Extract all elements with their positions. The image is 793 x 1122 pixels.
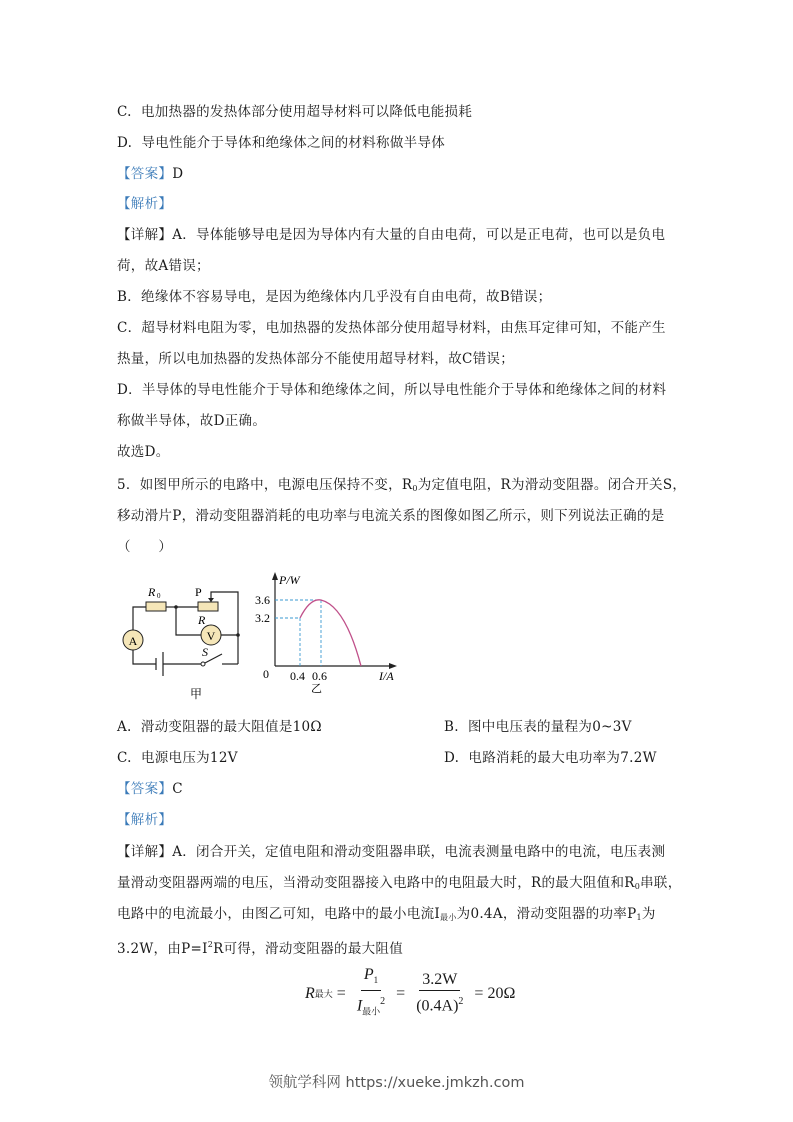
analysis-label: 【解析】 xyxy=(117,196,173,212)
option-letter: B. xyxy=(444,719,459,735)
option-text: 电加热器的发热体部分使用超导材料可以降低电能损耗 xyxy=(140,104,473,120)
answer-line xyxy=(117,780,183,798)
denominator-sup: 2 xyxy=(458,996,464,1008)
detail-text: 为0.4A，滑动变阻器的功率P xyxy=(456,906,637,922)
detail-line-6 xyxy=(117,381,666,399)
dashed-guides xyxy=(275,600,321,666)
q5-detail-line-4 xyxy=(117,936,403,958)
detail-line-8 xyxy=(117,443,170,461)
answer-tag: 【答案】 xyxy=(117,166,173,182)
detail-text: 荷，故A错误； xyxy=(117,258,210,274)
question-5-bracket xyxy=(117,538,172,556)
detail-line-5 xyxy=(117,350,514,368)
answer-value: D xyxy=(172,166,184,182)
figure-caption-yi: 乙 xyxy=(311,682,322,695)
r-label: R xyxy=(198,613,206,627)
question-text: 移动滑片P，滑动变阻器消耗的电功率与电流关系的图像如图乙所示，则下列说法正确的是 xyxy=(117,508,665,524)
switch-label: S xyxy=(202,645,208,659)
fraction-numeric xyxy=(413,970,466,1017)
detail-line-7 xyxy=(117,412,266,430)
denominator-value: (0.4A) xyxy=(416,997,459,1015)
formula-result: = 20Ω xyxy=(474,984,516,1002)
detail-text: 串联， xyxy=(640,875,682,891)
detail-text: B．绝缘体不容易导电，是因为绝缘体内几乎没有自由电荷，故B错误； xyxy=(117,289,552,305)
equals-sign: = xyxy=(396,984,406,1002)
option-letter: C. xyxy=(117,750,132,766)
max-resistance-formula xyxy=(305,965,515,1023)
option-d xyxy=(444,749,657,767)
y-tick-3.2: 3.2 xyxy=(255,611,270,625)
numerator-value: 3.2W xyxy=(419,970,460,991)
formula-lhs: R xyxy=(305,984,315,1002)
equals-sign: = xyxy=(336,984,346,1002)
detail-text: 为 xyxy=(641,906,656,922)
origin-label: 0 xyxy=(263,667,269,681)
detail-text: C．超导材料电阻为零，电加热器的发热体部分使用超导材料，由焦耳定律可知，不能产生 xyxy=(117,320,666,336)
option-text: 电源电压为12V xyxy=(140,750,238,766)
denominator-i: I xyxy=(356,997,363,1015)
question-text: 5．如图甲所示的电路中，电源电压保持不变，R xyxy=(117,477,413,493)
answer-tag: 【答案】 xyxy=(117,781,173,797)
ammeter-label: A xyxy=(128,634,138,648)
detail-text: 量滑动变阻器两端的电压，当滑动变阻器接入电路中的电阻最大时，R的最大阻值和R xyxy=(117,875,635,891)
detail-line-3 xyxy=(117,288,551,306)
detail-text: 称做半导体，故D正确。 xyxy=(117,413,267,429)
y-axis-label: P/W xyxy=(279,573,300,587)
q5-detail-line-1 xyxy=(117,843,665,861)
analysis-tag xyxy=(117,811,172,829)
detail-text: 故选D。 xyxy=(117,444,170,460)
numerator-sub: 1 xyxy=(373,975,379,986)
r0-label: R xyxy=(148,585,156,599)
option-letter: D. xyxy=(117,135,133,151)
formula-lhs-sub: 最大 xyxy=(314,989,333,1000)
detail-line-1 xyxy=(117,226,665,244)
option-a xyxy=(117,718,322,736)
detail-text: 热量，所以电加热器的发热体部分不能使用超导材料，故C错误； xyxy=(117,351,515,367)
x-axis-label: I/A xyxy=(379,669,394,683)
question-5-line-2 xyxy=(117,507,665,525)
q5-detail-line-3 xyxy=(117,905,656,927)
question-text: 为定值电阻，R为滑动变阻器。闭合开关S， xyxy=(417,477,687,493)
option-letter: A. xyxy=(117,719,132,735)
option-c xyxy=(117,749,238,767)
r0-subscript: 0 xyxy=(157,592,161,600)
figure-caption-jia: 甲 xyxy=(190,687,203,701)
r0-resistor xyxy=(146,602,166,611)
question-5-line-1 xyxy=(117,476,686,498)
option-letter: D. xyxy=(444,750,460,766)
subscript: 1 xyxy=(636,913,642,922)
r-rheostat xyxy=(198,602,218,611)
answer-value: C xyxy=(172,781,183,797)
detail-text: A．导体能够导电是因为导体内有大量的自由电荷，可以是正电荷，也可以是负电 xyxy=(172,227,666,243)
subscript: 0 xyxy=(412,484,418,493)
option-text: 电路消耗的最大电功率为7.2W xyxy=(468,750,657,766)
detail-tag: 【详解】 xyxy=(117,844,173,860)
answer-line-prev xyxy=(117,165,183,183)
option-text: 导电性能介于导体和绝缘体之间的材料称做半导体 xyxy=(141,135,446,151)
detail-text: D．半导体的导电性能介于导体和绝缘体之间，所以导电性能介于导体和绝缘体之间的材料 xyxy=(117,382,667,398)
numerator-p: P xyxy=(363,966,374,983)
option-text: 滑动变阻器的最大阻值是10Ω xyxy=(140,719,322,735)
analysis-tag-prev xyxy=(117,195,172,213)
detail-text: A．闭合开关，定值电阻和滑动变阻器串联，电流表测量电路中的电流，电压表测 xyxy=(172,844,666,860)
analysis-label: 【解析】 xyxy=(117,812,173,828)
x-tick-0.6: 0.6 xyxy=(312,669,327,683)
superscript: 2 xyxy=(207,940,214,949)
voltmeter-label: V xyxy=(206,629,216,643)
y-tick-3.6: 3.6 xyxy=(255,593,270,607)
subscript: 0 xyxy=(634,882,641,891)
option-letter: C. xyxy=(117,104,132,120)
option-c-prev xyxy=(117,103,472,121)
subscript: 最小 xyxy=(440,913,457,922)
footer-watermark: 领航学科网 https://xueke.jmkzh.com xyxy=(268,1075,525,1091)
power-curve xyxy=(300,600,361,666)
denominator-sup: 2 xyxy=(380,996,386,1008)
fraction-symbolic xyxy=(354,965,388,1023)
option-d-prev xyxy=(117,134,445,152)
q5-detail-line-2 xyxy=(117,874,682,896)
circuit-diagram xyxy=(118,580,253,705)
option-b xyxy=(444,718,632,736)
x-tick-0.4: 0.4 xyxy=(290,669,305,683)
detail-text: 电路中的电流最小，由图乙可知，电路中的最小电流I xyxy=(117,906,441,922)
denominator-sub: 最小 xyxy=(362,1006,381,1017)
answer-bracket: （ ） xyxy=(117,539,173,555)
detail-tag: 【详解】 xyxy=(117,227,173,243)
detail-text: R可得，滑动变阻器的最大阻值 xyxy=(213,941,404,957)
detail-line-4 xyxy=(117,319,666,337)
slider-p-label: P xyxy=(195,585,202,599)
option-text: 图中电压表的量程为0~3V xyxy=(468,719,632,735)
detail-text: 3.2W，由P=I xyxy=(117,941,208,957)
detail-line-2 xyxy=(117,257,210,275)
power-current-graph xyxy=(255,570,405,695)
